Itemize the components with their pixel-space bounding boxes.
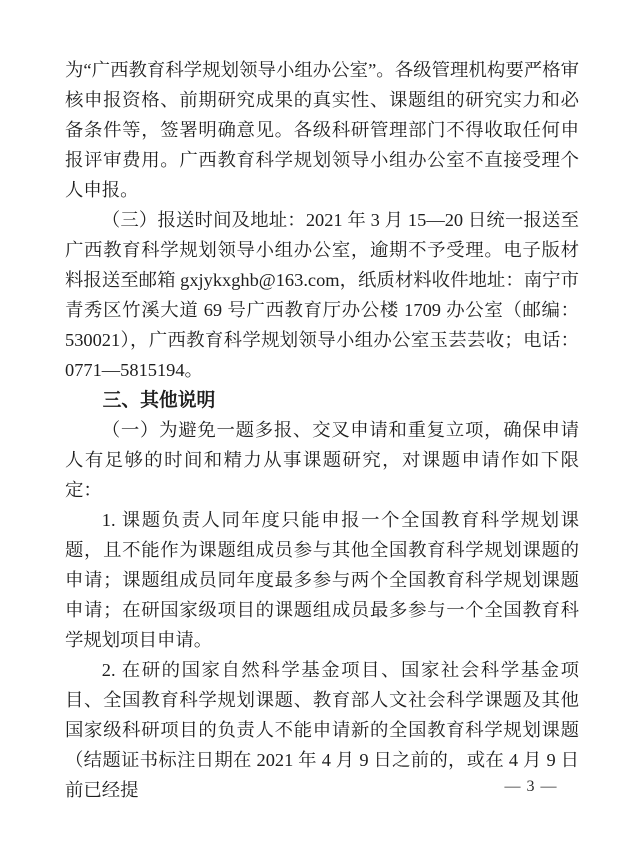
document-body <box>65 55 579 805</box>
paragraph: 为“广西教育科学规划领导小组办公室”。各级管理机构要严格审核申报资格、前期研究成果的真实性、课题组的研究实力和必备条件等，签署明确意见。各级科研管理部门不得收取任何申报评审费用。广西教育科学规划领导小组办公室不直接受理个人申报。 <box>65 60 579 200</box>
paragraph: （一）为避免一题多报、交叉申请和重复立项，确保申请人有足够的时间和精力从事课题研究，对课题申请作如下限定： <box>65 420 579 500</box>
paragraph: 1. 课题负责人同年度只能申报一个全国教育科学规划课题，且不能作为课题组成员参与其他全国教育科学规划课题的申请；课题组成员同年度最多参与两个全国教育科学规划课题申请；在研国家级项目的课题组成员最多参与一个全国教育科学规划项目申请。 <box>65 510 579 650</box>
paragraph: （三）报送时间及地址：2021 年 3 月 15—20 日统一报送至广西教育科学规划领导小组办公室，逾期不予受理。电子版材料报送至邮箱 gxjykxghb@163.com，纸质材料收件地址：南宁市青秀区竹溪大道 69 号广西教育厅办公楼 1709 办公室（邮编：530021），广西教育科学规划领导小组办公室玉芸芸收；电话：0771—5815194。 <box>65 210 579 380</box>
paragraph: 2. 在研的国家自然科学基金项目、国家社会科学基金项目、全国教育科学规划课题、教育部人文社会科学课题及其他国家级科研项目的负责人不能申请新的全国教育科学规划课题（结题证书标注日期在 2021 年 4 月 9 日之前的，或在 4 月 9 日前已经提 <box>65 660 579 800</box>
section-heading: 三、其他说明 <box>102 389 216 410</box>
page-number: — 3 — <box>504 778 558 795</box>
